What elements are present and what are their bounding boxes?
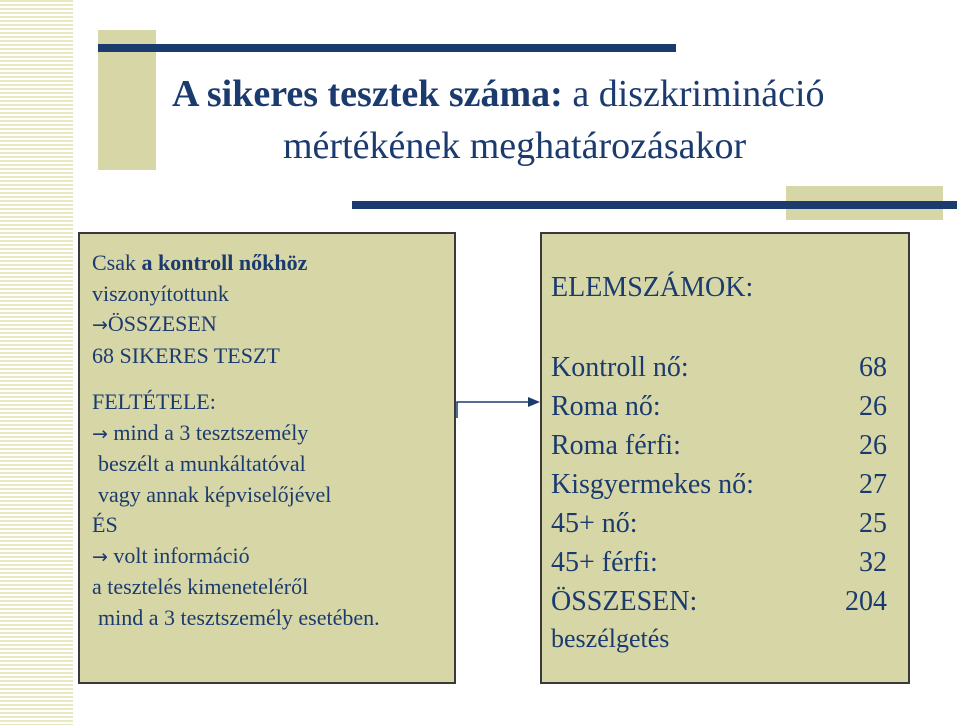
arrow-right-icon: → [92, 422, 108, 445]
sample-sizes-box [540, 232, 910, 684]
sample-size-value: 27 [859, 469, 887, 500]
sample-size-label: Kisgyermekes nő: [551, 469, 754, 500]
sample-size-label: ÖSSZESEN: [551, 586, 698, 617]
conditions-text [92, 248, 452, 633]
sample-sizes-list [551, 348, 901, 621]
conditions-line [92, 248, 452, 279]
sample-size-row [551, 426, 901, 465]
conditions-line: beszélt a munkáltatóval [98, 451, 306, 476]
slide-title [172, 68, 932, 172]
conditions-line-text: mind a 3 tesztszemély [107, 419, 309, 445]
sample-size-row [551, 465, 901, 504]
sample-size-value: 26 [859, 391, 887, 422]
striped-side-decoration [0, 0, 73, 725]
conditions-line [92, 541, 452, 573]
conditions-line [92, 309, 452, 341]
conditions-line: viszonyítottunk [92, 280, 229, 306]
sample-size-label: Roma nő: [551, 391, 661, 422]
sample-size-row [551, 582, 901, 621]
conditions-line [92, 418, 452, 450]
sample-size-label: Kontroll nő: [551, 352, 689, 383]
conditions-line: mind a 3 tesztszemély esetében. [98, 604, 380, 630]
sample-size-row [551, 387, 901, 426]
sample-size-value: 204 [845, 586, 887, 617]
sample-size-value: 26 [859, 430, 887, 461]
arrow-right-icon: → [92, 545, 108, 568]
title-bold-part: A sikeres tesztek száma: [172, 73, 563, 115]
conditions-line: a tesztelés kimeneteléről [92, 574, 309, 599]
conditions-line: 68 SIKERES TESZT [92, 342, 280, 368]
sample-size-row [551, 504, 901, 543]
sample-size-label: Roma férfi: [551, 430, 681, 461]
conditions-line-text: ÖSSZESEN [107, 311, 217, 336]
sample-sizes-footer: beszélgetés [551, 624, 670, 653]
sample-size-label: 45+ nő: [551, 508, 638, 539]
conditions-line-bold: a kontroll nőkhöz [141, 250, 308, 275]
conditions-box [78, 232, 456, 684]
title-line-1 [172, 68, 932, 120]
spacer [92, 371, 452, 387]
connector-arrow-icon [456, 385, 540, 419]
title-rest-part: a diszkrimináció [562, 73, 825, 115]
accent-bar-middle [352, 201, 957, 209]
sample-size-value: 68 [859, 352, 887, 383]
conditions-line: vagy annak képviselőjével [98, 481, 332, 507]
title-line-2: mértékének meghatározásakor [283, 125, 747, 167]
sample-size-row [551, 543, 901, 582]
sample-size-value: 25 [859, 508, 887, 539]
conditions-line-prefix: Csak [92, 250, 142, 275]
arrow-right-icon: → [92, 314, 108, 336]
accent-bar-top [98, 44, 676, 52]
sample-size-label: 45+ férfi: [551, 547, 658, 578]
conditions-line-text: volt információ [107, 542, 250, 568]
sample-size-value: 32 [859, 547, 887, 578]
sample-size-row [551, 348, 901, 387]
sample-sizes-content [551, 270, 901, 657]
conditions-line: FELTÉTELE: [92, 389, 216, 414]
conditions-line: ÉS [92, 512, 118, 537]
sample-sizes-heading: ELEMSZÁMOK: [551, 272, 754, 303]
